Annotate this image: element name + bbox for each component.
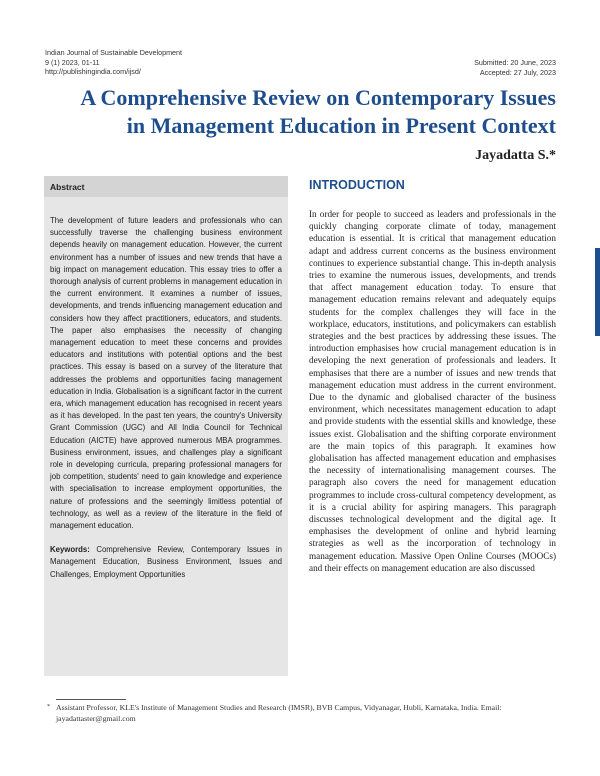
journal-issue: 9 (1) 2023, 01-11	[45, 57, 100, 67]
introduction-heading: INTRODUCTION	[309, 178, 405, 192]
journal-name: Indian Journal of Sustainable Development	[45, 48, 183, 57]
keywords-label: Keywords:	[50, 545, 90, 555]
keywords	[50, 544, 282, 581]
abstract-box	[44, 176, 288, 676]
footnote	[47, 702, 536, 724]
accepted-date: Accepted: 27 July, 2023	[479, 67, 556, 77]
journal-url[interactable]: http://publishingindia.com/ijsd/	[45, 67, 141, 76]
footnote-marker: *	[47, 704, 50, 710]
keywords-text: Comprehensive Review, Contemporary Issues in Management Education, Business Environment, Issues and Challenges, Employment Opportunities	[50, 545, 283, 579]
abstract-heading: Abstract	[44, 176, 288, 197]
journal-header	[45, 48, 182, 77]
submitted-date: Submitted: 20 June, 2023	[474, 58, 556, 67]
paper-title	[40, 84, 556, 140]
footnote-text: Assistant Professor, KLE's Institute of Management Studies and Research (IMSR), BVB Campus, Vidyanagar, Hubli, Karnataka, India. Email: jayadattaster@gmail.com	[56, 703, 502, 723]
introduction-text: In order for people to succeed as leaders and professionals in the quickly changing corporate climate of today, management education is essential. It is critical that management education adapt and address current concerns as the business environment continues to experience substantial change. This in-depth analysis tries to examine the numerous issues, developments, and trends that affect management education today. To ensure that management education remains relevant and adequately equips students for the complex challenges they will face in the workplace, educators, institutions, and policymakers can establish strategies and the best practices by addressing these issues. The introduction emphasises how crucial management education is in developing the next generation of professionals and leaders. It emphasises that there are a number of issues and new trends that management education must address in the current environment. Due to the dynamic and globalised character of the business environment, which necessitates management education to adapt and provide students with the essential skills and knowledge, these issues exist. Globalisation and the shifting corporate environment are the main topics of this paragraph. It examines how globalisation has affected management education and emphasises the necessity of internationalising management courses. The paragraph also covers the need for management education programmes to include cross-cultural competency development, as it is a crucial ability for aspiring managers. This paragraph discusses technological development and the digital age. It emphasises the development of online and hybrid learning strategies as well as the incorporation of technology in management education. Massive Open Online Courses (MOOCs) and their effects on management education are also discussed	[309, 209, 556, 573]
title-line-1: A Comprehensive Review on Contemporary Issues	[80, 85, 556, 110]
abstract-text: The development of future leaders and professionals who can successfully traverse the challenging business environment depends heavily on management education. However, the current environment has a number of issues and new trends that have a big impact on management education. This essay tries to offer a thorough analysis of current problems in management education in the current environment. It examines a number of issues, developments, and trends influencing management education and considers how they affect practitioners, educators, and students. The paper also emphasises the necessity of changing management education to meet these concerns and provides educators and institutions with potential options and the best practices. This essay is based on a survey of the literature that addresses the problems and opportunities facing management education in India. Globalisation is a significant factor in the current era, which management education has recognised in recent years as it has developed. In the past ten years, the country's University Grant Commission (UGC) and All India Council for Technical Education (AICTE) have approved numerous MBA programmes. Business environment, issues, and challenges play a significant role in developing curricula, preparing professional managers for job competition, students' need to gain knowledge and experience with specialisation to increase employment opportunities, the nature of professions and the seemingly limitless potential of technology, as well as a review of the literature in the field of management education.	[50, 216, 282, 531]
title-line-2: in Management Education in Present Context	[126, 113, 556, 138]
side-tab	[595, 248, 600, 336]
submission-dates	[474, 58, 556, 77]
footnote-rule	[56, 699, 126, 700]
author-name: Jayadatta S.*	[475, 148, 556, 163]
